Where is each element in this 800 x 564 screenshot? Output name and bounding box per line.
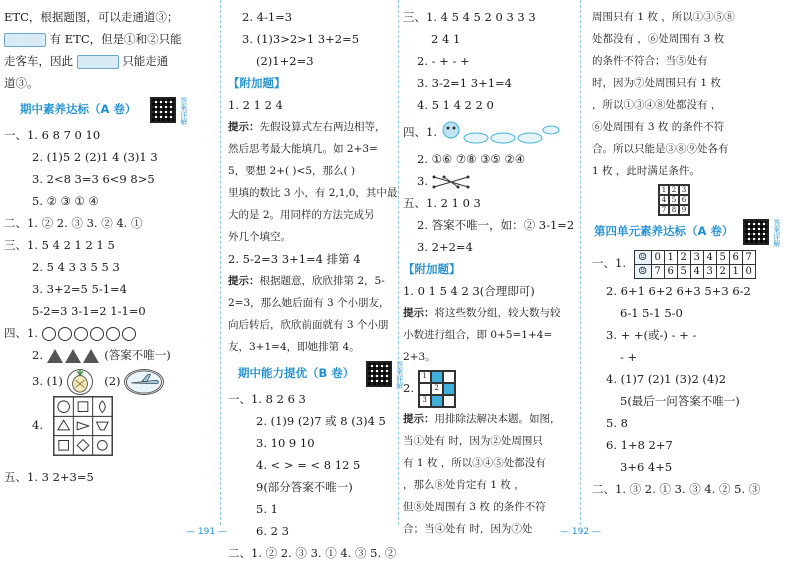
answer-line: 3. 2<8 3=3 6<9 8>5 — [32, 172, 155, 186]
circle-shape-icon — [122, 327, 136, 341]
table-cell: 7 — [742, 251, 755, 264]
text-line — [4, 50, 212, 72]
hint-line: 然后思考最大能填几。如 2+3= — [228, 143, 378, 155]
hint-label: 提示： — [228, 121, 260, 133]
answer-line: 1. 2 1 2 4 — [228, 98, 283, 112]
table-cell: 1 — [729, 265, 742, 278]
qr-label: 答案详解 — [772, 219, 781, 247]
qr-label: 答案详解 — [179, 97, 188, 125]
text-span: 根据题意，欣欣排第 2，5- — [259, 275, 385, 287]
grid-cell: 2 — [669, 185, 679, 195]
hint-line: ⑥处周围有 3 枚 的条件不符 — [592, 121, 725, 133]
answer-line — [4, 366, 212, 396]
text-span: (答案不唯一) — [104, 348, 171, 362]
column-divider — [220, 0, 221, 525]
answer-line: 2. 6+1 6+2 6+3 5+3 6-2 — [606, 284, 751, 298]
table-cell: 0 — [742, 265, 755, 278]
table-cell: 5 — [716, 251, 729, 264]
answer-line: 3. + +(或-) - + - — [606, 328, 697, 342]
grid-cell: 6 — [679, 195, 689, 205]
hint-label: 提示： — [228, 275, 260, 287]
answer-line: 2. - + - + — [417, 54, 470, 68]
answer-line: 5(最后一问答案不唯一) — [620, 394, 740, 408]
table-cell: 1 — [664, 251, 677, 264]
table-cell: 3 — [703, 265, 716, 278]
hint-line: 当①处有 时，因为②处周围只 — [403, 435, 543, 447]
column-divider — [580, 0, 581, 525]
text-span: 只能走通 — [122, 54, 169, 68]
triangle-shape-icon — [47, 349, 63, 363]
qr-label: 答案详解 — [395, 361, 404, 389]
grid-cell-filled — [431, 395, 443, 407]
hint-line: 合；当④处有 时，因为⑦处 — [403, 523, 533, 535]
text-span: 有 ETC，但是①和②只能 — [49, 32, 182, 46]
hint-line: 里填的数比 3 小，有 2,1,0，其中最 — [228, 187, 398, 199]
table-cell: 4 — [703, 251, 716, 264]
text-span: 四、1. — [4, 326, 38, 340]
column-3 — [403, 6, 575, 540]
answer-line: 2. 4-1=3 — [242, 10, 293, 24]
answer-line: - + — [620, 350, 638, 364]
answer-line: 2. ①⑥ ⑦⑧ ③⑤ ②④ — [417, 152, 526, 166]
text-span: 2. — [32, 348, 43, 362]
text-span: 先假设算式左右两边相等， — [259, 121, 386, 133]
triangle-shape-icon — [65, 349, 81, 363]
answer-line: 五、1. 2 1 0 3 — [403, 196, 481, 210]
section-heading-row — [4, 94, 212, 124]
grid-cell: 8 — [669, 205, 679, 215]
table-cell: 0 — [651, 251, 664, 264]
answer-line: 5. 8 — [606, 416, 628, 430]
solution-grid — [658, 184, 690, 216]
hint-line: 友，3+1=4，即她排第 4。 — [228, 341, 360, 353]
grid-cell: 5 — [669, 195, 679, 205]
text-line: 道③。 — [4, 76, 39, 90]
hint-line: 小数进行组合，即 0+5=1+4= — [403, 329, 553, 341]
section-title: 第四单元素养达标（A 卷） — [594, 224, 734, 238]
answer-line: 2 4 1 — [431, 32, 461, 46]
circle-shape-icon — [74, 327, 88, 341]
airplane-icon — [124, 369, 164, 395]
answer-line — [403, 170, 575, 192]
hint-line: 周围只有 1 枚 ，所以①③⑤⑧ — [592, 11, 735, 23]
grid-cell: 2 — [431, 383, 443, 395]
answer-line: 三、1. 4 5 4 5 2 0 3 3 3 — [403, 10, 536, 24]
hint-line: 外几个填空。 — [228, 231, 291, 243]
child-avatar-icon: ☺ — [635, 265, 651, 278]
line-matching-diagram — [432, 174, 472, 190]
answer-line: 5. 1 — [256, 502, 278, 516]
mine-grid — [418, 370, 456, 408]
answer-line: 一、1. 6 8 7 0 10 — [4, 128, 101, 142]
truck-icon — [77, 55, 119, 69]
grid-cell: 7 — [659, 205, 669, 215]
shape-grid-icon — [53, 396, 113, 456]
circle-shape-icon — [58, 327, 72, 341]
grid-cell — [443, 395, 455, 407]
frog-lilypad-picture — [441, 118, 561, 148]
column-4 — [592, 6, 792, 500]
grid-cell: 3 — [679, 185, 689, 195]
truck-icon — [4, 33, 46, 47]
answer-line — [4, 396, 212, 460]
answer-line: 三、1. 5 4 2 1 2 1 5 — [4, 238, 115, 252]
grid-cell — [419, 383, 431, 395]
answer-line: 3. 2+2=4 — [417, 240, 473, 254]
page-number-left: — 191 — — [186, 527, 227, 537]
hint-line — [228, 270, 400, 292]
hint-line: 有 1 枚 ，所以③④⑤处都没有 — [403, 457, 546, 469]
text-span: 将这些数分组，较大数与较 — [434, 307, 561, 319]
hint-line — [403, 302, 575, 324]
table-cell: 4 — [690, 265, 703, 278]
answer-line: 2. (1)9 (2)7 或 8 (3)4 5 — [256, 414, 386, 428]
answer-line — [403, 116, 575, 148]
hint-line — [228, 116, 400, 138]
answer-line: 2. 5-2=3 3+1=4 排第 4 — [228, 252, 361, 266]
circle-shape-icon — [106, 327, 120, 341]
answer-line — [4, 322, 212, 344]
text-span: 四、1. — [403, 125, 437, 139]
answer-line: 5-2=3 3-1=2 1-1=0 — [32, 304, 146, 318]
answer-line: 6. 2 3 — [256, 524, 289, 538]
answer-line: 一、1. 8 2 6 3 — [228, 392, 306, 406]
answer-line: 5. ② ③ ① ④ — [32, 194, 99, 208]
text-span: 一、1. — [592, 256, 626, 270]
column-2 — [228, 6, 404, 564]
hint-line: 大的是 2。用同样的方法完成另 — [228, 209, 375, 221]
hint-line: 1 枚 ，此时满足条件。 — [592, 165, 700, 177]
page-number-right: — 192 — — [560, 527, 601, 537]
grid-cell — [443, 371, 455, 383]
table-cell: 2 — [716, 265, 729, 278]
answer-line: 2. (1)5 2 (2)1 4 (3)1 3 — [32, 150, 158, 164]
extra-question-heading: 【附加题】 — [228, 76, 286, 90]
section-title: 期中素养达标（A 卷） — [20, 102, 137, 116]
grid-cell-filled — [443, 383, 455, 395]
section-title: 期中能力提优（B 卷） — [238, 366, 355, 380]
text-span: 走客车，因此 — [4, 54, 73, 68]
answer-line: 4. < > = < 8 12 5 — [256, 458, 361, 472]
hint-line: 处都没有 ，⑥处周围有 3 枚 — [592, 33, 725, 45]
table-cell: 7 — [651, 265, 664, 278]
hint-label: 提示： — [403, 307, 435, 319]
answer-line: 4. 5 1 4 2 2 0 — [417, 98, 494, 112]
triangle-shape-icon — [83, 349, 99, 363]
answer-line: 1. 0 1 5 4 2 3(合理即可) — [403, 284, 535, 298]
circle-shape-icon — [42, 327, 56, 341]
section-heading-row — [228, 358, 404, 389]
text-span: 3. (1) — [32, 374, 63, 388]
grid-cell: 3 — [419, 395, 431, 407]
hint-line: 2=3，那么她后面有 3 个小朋友， — [228, 297, 390, 309]
hint-line: 合。所以只能是③⑧⑨处各有 — [592, 143, 729, 155]
answer-line: 3. 3+2=5 5-1=4 — [32, 282, 127, 296]
answer-line: 9(部分答案不唯一) — [256, 480, 353, 494]
answer-line: 二、1. ③ 2. ① 3. ③ 4. ② 5. ③ — [592, 482, 761, 496]
answer-line — [403, 368, 575, 408]
table-row — [635, 251, 755, 264]
grid-cell: 4 — [659, 195, 669, 205]
grid-cell: 9 — [679, 205, 689, 215]
hint-line: 的条件不符合；当⑤处有 — [592, 55, 708, 67]
qr-code[interactable] — [743, 219, 769, 245]
hint-line: 2+3。 — [403, 351, 436, 363]
hint-line: ，那么⑧处肯定有 1 枚 ， — [403, 479, 525, 491]
hint-line: ，所以①③④⑧处都没有 ， — [592, 99, 722, 111]
text-line — [4, 28, 212, 50]
answer-line — [4, 344, 212, 366]
answer-line — [592, 246, 792, 280]
grid-cell: 1 — [419, 371, 431, 383]
hint-line: 向后转后，欣欣前面就有 3 个小朋 — [228, 319, 389, 331]
answer-line: 4. (1)7 (2)1 (3)2 (4)2 — [606, 372, 727, 386]
pineapple-icon — [67, 369, 93, 395]
table-row — [635, 264, 755, 278]
column-1 — [4, 6, 212, 488]
hint-line — [403, 408, 575, 430]
section-heading-row — [592, 216, 792, 246]
answer-line: 2. 5 4 3 3 5 5 3 — [32, 260, 120, 274]
qr-code[interactable] — [366, 361, 392, 387]
table-cell: 3 — [690, 251, 703, 264]
circle-shape-icon — [90, 327, 104, 341]
extra-question-heading: 【附加题】 — [403, 262, 461, 276]
table-cell: 5 — [677, 265, 690, 278]
text-line: ETC，根据题图，可以走通道③； — [4, 10, 179, 24]
table-cell: 6 — [664, 265, 677, 278]
text-span: 3. — [417, 174, 428, 188]
answer-line: (2)1+2=3 — [256, 54, 314, 68]
column-divider — [398, 0, 399, 525]
number-table — [634, 250, 756, 279]
text-span: 用排除法解决本题。如图， — [434, 413, 561, 425]
answer-line: 二、1. ② 2. ③ 3. ② 4. ① — [4, 216, 143, 230]
answer-line: 3. 10 9 10 — [256, 436, 315, 450]
hint-label: 提示： — [403, 413, 435, 425]
solution-grid-row — [592, 182, 792, 216]
grid-cell: 1 — [659, 185, 669, 195]
hint-line: 时，因为⑦处周围只有 1 枚 — [592, 77, 721, 89]
text-span: (2) — [104, 374, 121, 388]
answer-line: 二、1. ② 2. ③ 3. ① 4. ③ 5. ② — [228, 546, 397, 560]
answer-line: 6. 1+8 2+7 — [606, 438, 673, 452]
answer-line: 2. 答案不唯一，如：② 3-1=2 — [417, 218, 575, 232]
answer-line: 3. 3-2=1 3+1=4 — [417, 76, 512, 90]
child-avatar-icon: ☺ — [635, 251, 651, 264]
table-cell: 2 — [677, 251, 690, 264]
qr-code[interactable] — [150, 97, 176, 123]
hint-line: 5，要想 2+( )<5，那么( ) — [228, 165, 356, 177]
text-span: 4. — [32, 418, 43, 432]
grid-cell-filled — [431, 371, 443, 383]
answer-line: 3+6 4+5 — [620, 460, 673, 474]
table-cell: 6 — [729, 251, 742, 264]
hint-line: 但⑧处周围有 3 枚 的条件不符 — [403, 501, 546, 513]
text-span: 2. — [403, 381, 414, 395]
answer-line: 五、1. 3 2+3=5 — [4, 470, 94, 484]
answer-line: 3. (1)3>2>1 3+2=5 — [242, 32, 360, 46]
answer-line: 6-1 5-1 5-0 — [620, 306, 683, 320]
